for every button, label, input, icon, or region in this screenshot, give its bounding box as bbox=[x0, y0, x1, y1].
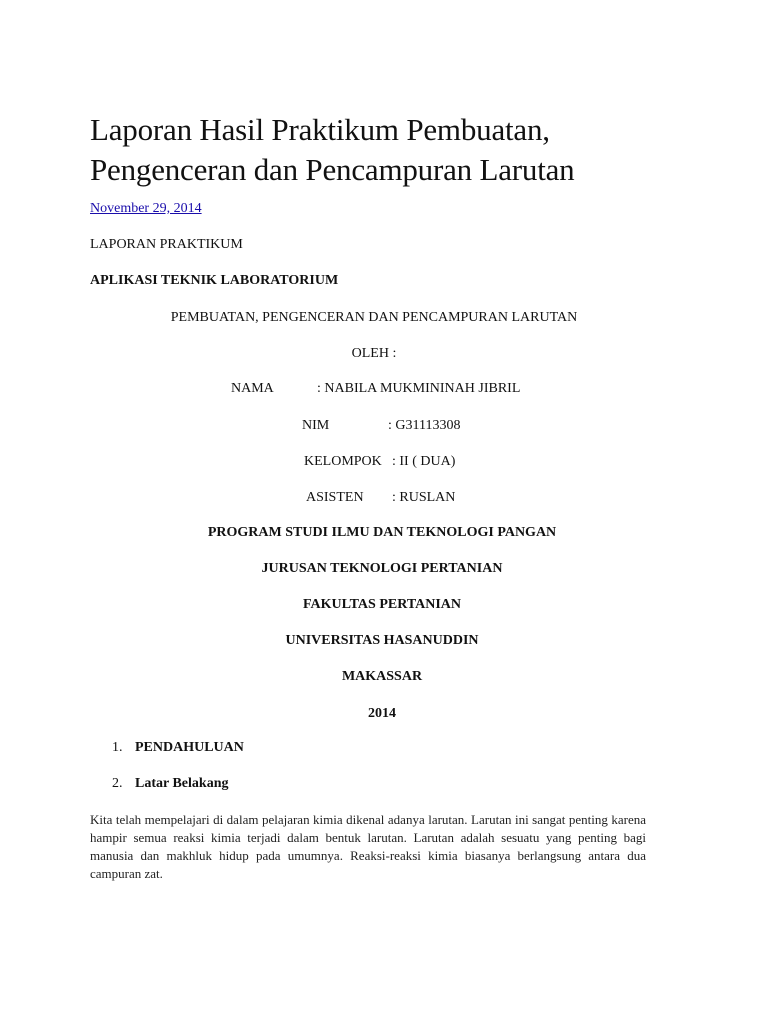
background-paragraph: Kita telah mempelajari di dalam pelajaran kimia dikenal adanya larutan. Larutan ini sangat penting karena hampir semua reaksi kimia terjadi dalam bentuk larutan. Larutan adalah sesuatu yang penting bagi manusia dan makhluk hidup pada umumnya. Reaksi-reaksi kimia biasanya berlangsung antara dua campuran zat. bbox=[90, 812, 646, 881]
city: MAKASSAR bbox=[341, 669, 423, 684]
year: 2014 bbox=[368, 706, 396, 721]
page-title bbox=[90, 110, 690, 190]
name-value: : NABILA MUKMININAH JIBRIL bbox=[317, 381, 521, 396]
report-type: LAPORAN PRAKTIKUM bbox=[90, 237, 243, 252]
assistant-value: : RUSLAN bbox=[392, 490, 456, 505]
author-heading: OLEH : bbox=[351, 346, 397, 361]
nim-value: : G31113308 bbox=[388, 418, 461, 433]
name-label: NAMA bbox=[231, 381, 274, 396]
report-topic: PEMBUATAN, PENGENCERAN DAN PENCAMPURAN LARUTAN bbox=[170, 310, 578, 325]
study-program: PROGRAM STUDI ILMU DAN TEKNOLOGI PANGAN bbox=[207, 525, 557, 540]
course-name: APLIKASI TEKNIK LABORATORIUM bbox=[90, 273, 339, 288]
group-label: KELOMPOK bbox=[304, 454, 382, 469]
title-line-2: Pengenceran dan Pencampuran Larutan bbox=[90, 152, 575, 187]
list-item-number: 2. bbox=[112, 776, 123, 791]
title-line-1: Laporan Hasil Praktikum Pembuatan, bbox=[90, 112, 550, 147]
faculty: FAKULTAS PERTANIAN bbox=[302, 597, 462, 612]
assistant-label: ASISTEN bbox=[306, 490, 364, 505]
department: JURUSAN TEKNOLOGI PERTANIAN bbox=[261, 561, 503, 576]
university: UNIVERSITAS HASANUDDIN bbox=[285, 633, 479, 648]
nim-label: NIM bbox=[302, 418, 330, 433]
list-item-label: Latar Belakang bbox=[135, 776, 229, 791]
post-date-link[interactable]: November 29, 2014 bbox=[90, 201, 202, 216]
group-value: : II ( DUA) bbox=[392, 454, 456, 469]
list-item bbox=[90, 740, 390, 758]
list-item bbox=[90, 776, 390, 794]
list-item-number: 1. bbox=[112, 740, 123, 755]
list-item-label: PENDAHULUAN bbox=[135, 740, 244, 755]
